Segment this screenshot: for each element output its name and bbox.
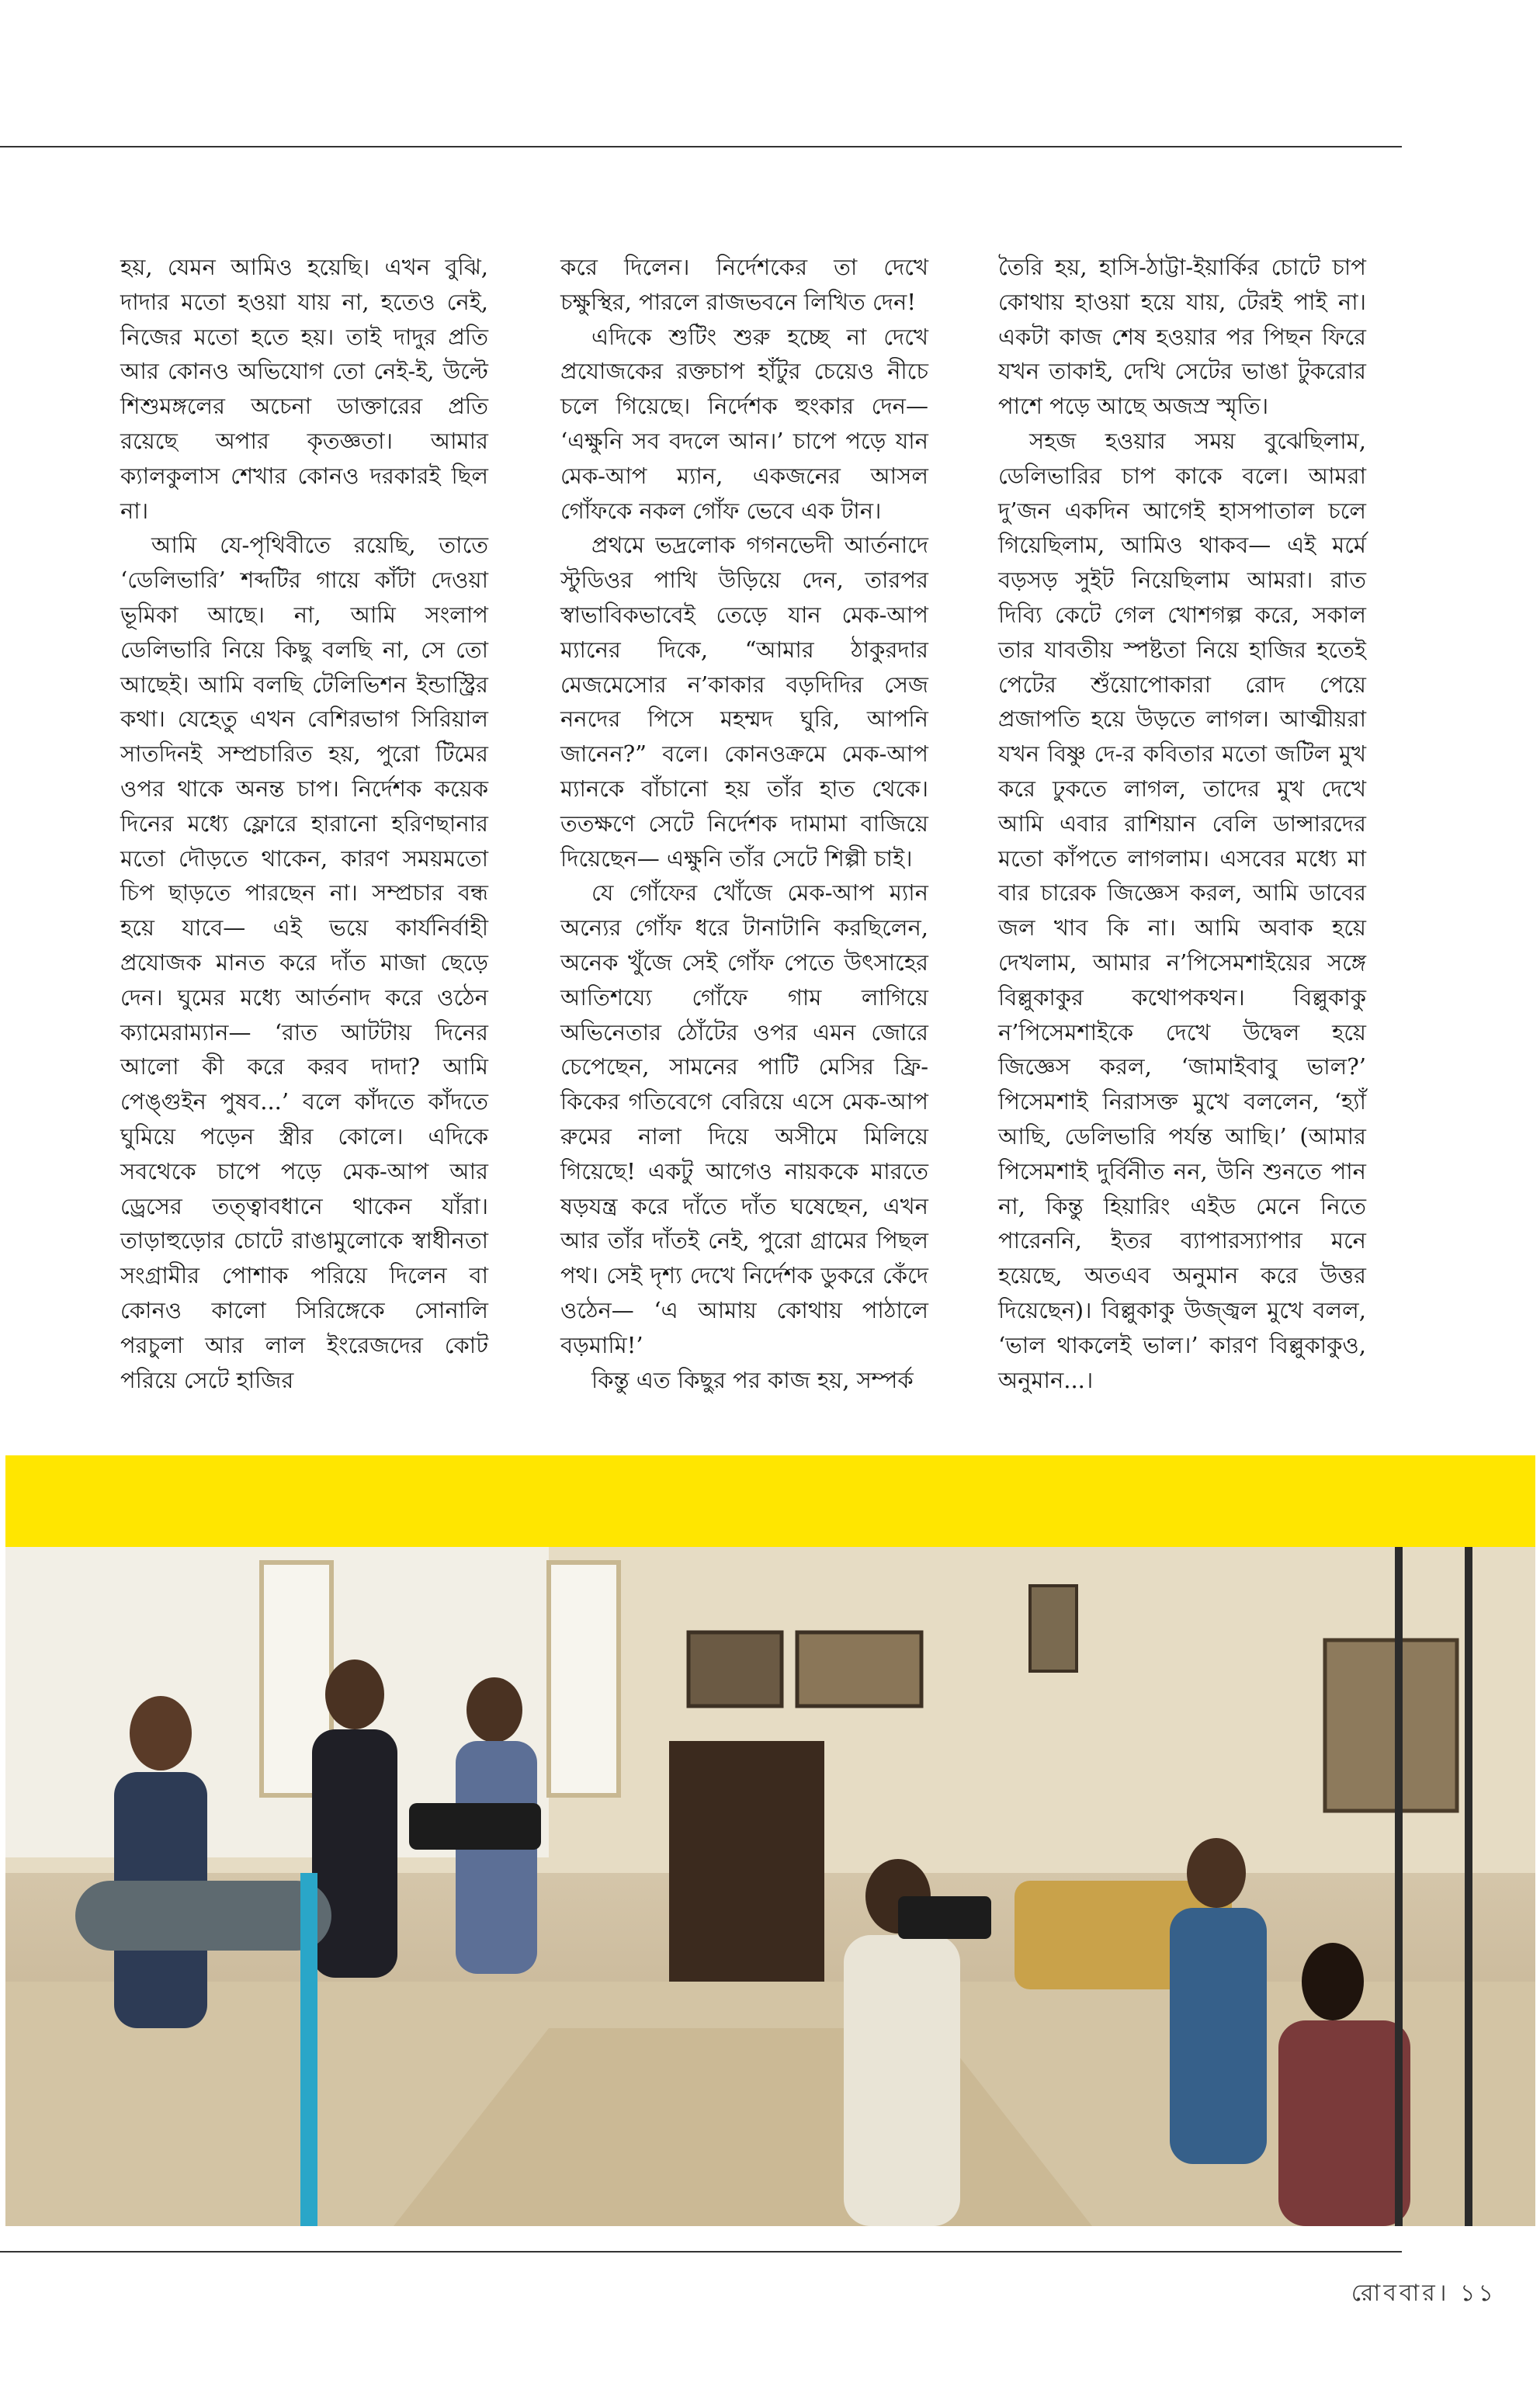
bottom-rule (0, 2251, 1402, 2253)
top-rule (0, 146, 1402, 147)
paragraph: তৈরি হয়, হাসি-ঠাট্টা-ইয়ার্কির চোটে চাপ কোথায় হাওয়া হয়ে যায়, টেরই পাই না। একটা কাজ শেষ হওয়ার পর পিছন ফিরে যখন তাকাই, দেখি সেটের ভাঙা টুকরোর পাশে পড়ে আছে অজস্র স্মৃতি। (998, 254, 1366, 420)
film-set-photo (5, 1547, 1535, 2226)
paragraph: আমি যে-পৃথিবীতে রয়েছি, তাতে ‘ডেলিভারি’ শব্দটির গায়ে কাঁটা দেওয়া ভূমিকা আছে। না, আমি সংলাপ ডেলিভারি নিয়ে কিছু বলছি না, সে তো আছেই। আমি বলছি টেলিভিশন ইন্ডাস্ট্রির কথা। যেহেতু এখন বেশিরভাগ সিরিয়াল সাতদিনই সম্প্রচারিত হয়, পুরো টিমের ওপর থাকে অনন্ত চাপ। নির্দেশক কয়েক দিনের মধ্যে ফ্লোরে হারানো হরিণছানার মতো দৌড়তে থাকেন, কারণ সময়মতো চিপ ছাড়তে পারছেন না। সম্প্রচার বন্ধ হয়ে যাবে— এই ভয়ে কার্যনির্বাহী প্রযোজক মানত করে দাঁত মাজা ছেড়ে দেন। ঘুমের মধ্যে আর্তনাদ করে ওঠেন ক্যামেরাম্যান— ‘রাত আটটায় দিনের আলো কী করে করব দাদা? আমি পেঙ্গুইন পুষব...’ বলে কাঁদতে কাঁদতে ঘুমিয়ে পড়েন স্ত্রীর কোলে। এদিকে সবথেকে চাপে পড়ে মেক-আপ আর ড্রেসের তত্ত্বাবধানে থাকেন যাঁরা। তাড়াহুড়োর চোটে রাঙামুলোকে স্বাধীনতা সংগ্রামীর পোশাক পরিয়ে দিলেন বা কোনও কালো সিরিঙ্গেকে সোনালি পরচুলা আর লাল ইংরেজদের কোট পরিয়ে সেটে হাজির (120, 532, 488, 1393)
article-column-2 (560, 250, 928, 1397)
paragraph: সহজ হওয়ার সময় বুঝেছিলাম, ডেলিভারির চাপ কাকে বলে। আমরা দু’জন একদিন আগেই হাসপাতাল চলে গিয়েছিলাম, আমিও থাকব— এই মর্মে বড়সড় সুইট নিয়েছিলাম আমরা। রাত দিব্যি কেটে গেল খোশগল্প করে, সকাল তার যাবতীয় স্পষ্টতা নিয়ে হাজির হতেই পেটের শুঁয়োপোকারা রোদ পেয়ে প্রজাপতি হয়ে উড়তে লাগল। আত্মীয়রা যখন বিষ্ণু দে-র কবিতার মতো জটিল মুখ করে ঢুকতে লাগল, তাদের মুখ দেখে আমি এবার রাশিয়ান বেলি ডান্সারদের মতো কাঁপতে লাগলাম। এসবের মধ্যে মা বার চারেক জিজ্ঞেস করল, আমি ডাবের জল খাব কি না। আমি অবাক হয়ে দেখলাম, আমার ন’পিসেমশাইয়ের সঙ্গে বিল্লুকাকুর কথোপকথন। বিল্লুকাকু ন’পিসেমশাইকে দেখে উদ্বেল হয়ে জিজ্ঞেস করল, ‘জামাইবাবু ভাল?’ পিসেমশাই নিরাসক্ত মুখে বললেন, ‘হ্যাঁ আছি, ডেলিভারি পর্যন্ত আছি।’ (আমার পিসেমশাই দুর্বিনীত নন, উনি শুনতে পান না, কিন্তু হিয়ারিং এইড মেনে নিতে পারেননি, ইতর ব্যাপারস্যাপার মনে হয়েছে, অতএব অনুমান করে উত্তর দিয়েছেন)। বিল্লুকাকু উজ্জ্বল মুখে বলল, ‘ভাল থাকলেই ভাল।’ কারণ বিল্লুকাকুও, অনুমান...। (998, 427, 1366, 1393)
page-footer-label: রোববার। ১১ (1351, 2280, 1497, 2307)
paragraph: হয়, যেমন আমিও হয়েছি। এখন বুঝি, দাদার মতো হওয়া যায় না, হতেও নেই, নিজের মতো হতে হয়। তাই দাদুর প্রতি আর কোনও অভিযোগ তো নেই-ই, উল্টে শিশুমঙ্গলের অচেনা ডাক্তারের প্রতি রয়েছে অপার কৃতজ্ঞতা। আমার ক্যালকুলাস শেখার কোনও দরকারই ছিল না। (120, 254, 488, 524)
paragraph: প্রথমে ভদ্রলোক গগনভেদী আর্তনাদে স্টুডিওর পাখি উড়িয়ে দেন, তারপর স্বাভাবিকভাবেই তেড়ে যান মেক-আপ ম্যানের দিকে, “আমার ঠাকুরদার মেজমেসোর ন’কাকার বড়দিদির সেজ ননদের পিসে মহম্মদ ঘুরি, আপনি জানেন?” বলে। কোনওক্রমে মেক-আপ ম্যানকে বাঁচানো হয় তাঁর হাত থেকে। ততক্ষণে সেটে নির্দেশক দামামা বাজিয়ে দিয়েছেন— এক্ষুনি তাঁর সেটে শিল্পী চাই। (560, 532, 928, 872)
article-column-3 (998, 250, 1366, 1397)
paragraph: কিন্তু এত কিছুর পর কাজ হয়, সম্পর্ক (591, 1366, 914, 1393)
yellow-caption-band (5, 1455, 1535, 1547)
paragraph: যে গোঁফের খোঁজে মেক-আপ ম্যান অন্যের গোঁফ ধরে টানাটানি করছিলেন, অনেক খুঁজে সেই গোঁফ পেতে উৎসাহের আতিশয্যে গোঁফে গাম লাগিয়ে অভিনেতার ঠোঁটের ওপর এমন জোরে চেপেছেন, সামনের পাটি মেসির ফ্রি-কিকের গতিবেগে বেরিয়ে এসে মেক-আপ রুমের নালা দিয়ে অসীমে মিলিয়ে গিয়েছে! একটু আগেও নায়ককে মারতে ষড়যন্ত্র করে দাঁতে দাঁত ঘষেছেন, এখন আর তাঁর দাঁতই নেই, পুরো গ্রামের পিছল পথ। সেই দৃশ্য দেখে নির্দেশক ডুকরে কেঁদে ওঠেন— ‘এ আমায় কোথায় পাঠালে বড়মামি!’ (560, 879, 928, 1358)
article-column-1 (120, 250, 488, 1397)
paragraph: এদিকে শুটিং শুরু হচ্ছে না দেখে প্রযোজকের রক্তচাপ হাঁটুর চেয়েও নীচে চলে গিয়েছে। নির্দেশক হুংকার দেন— ‘এক্ষুনি সব বদলে আন।’ চাপে পড়ে যান মেক-আপ ম্যান, একজনের আসল গোঁফকে নকল গোঁফ ভেবে এক টান। (560, 323, 928, 524)
paragraph: করে দিলেন। নির্দেশকের তা দেখে চক্ষুস্থির, পারলে রাজভবনে লিখিত দেন! (560, 254, 928, 315)
